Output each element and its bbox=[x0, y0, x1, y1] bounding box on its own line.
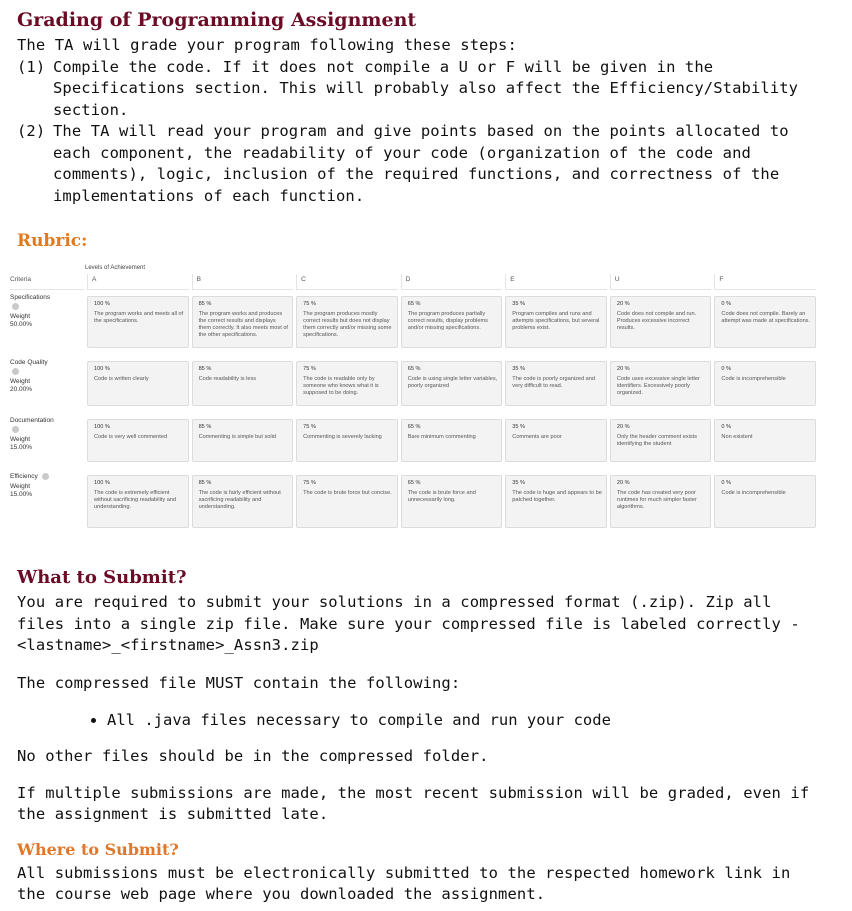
cell-description: Commenting is severely lacking bbox=[303, 434, 382, 440]
rubric-cell bbox=[401, 355, 503, 406]
cell-description: The program produces mostly correct results but does not display them correctly and/or missing some specifications. bbox=[303, 311, 392, 338]
cell-description: Commenting is simple but solid bbox=[198, 434, 276, 440]
step-number: (2) bbox=[17, 122, 46, 140]
rubric-cell bbox=[296, 469, 398, 528]
cell-description: Only the header comment exists identifying the student bbox=[616, 434, 698, 447]
cell-percent: 100 % bbox=[94, 424, 110, 430]
rubric-cell bbox=[401, 290, 503, 348]
rubric-cell bbox=[87, 355, 189, 406]
rubric-cell bbox=[192, 469, 294, 528]
submit-paragraph: The compressed file MUST contain the following: bbox=[17, 673, 461, 692]
where-paragraph: All submissions must be electronically submitted to the respected homework link in the course web page where you downloaded the assignment. bbox=[17, 863, 791, 903]
criterion-code-quality bbox=[10, 355, 84, 406]
submit-paragraph: No other files should be in the compressed folder. bbox=[17, 747, 489, 765]
cell-percent: 0 % bbox=[721, 424, 732, 430]
cell-percent: 85 % bbox=[198, 366, 212, 372]
cell-percent: 35 % bbox=[512, 301, 526, 307]
cell-percent: 20 % bbox=[616, 424, 630, 430]
level-header: D bbox=[401, 274, 503, 290]
cell-percent: 100 % bbox=[94, 480, 110, 486]
rubric-cell bbox=[296, 413, 398, 462]
cell-percent: 20 % bbox=[616, 480, 630, 486]
weight-label: Weight bbox=[10, 378, 31, 385]
cell-percent: 100 % bbox=[94, 301, 110, 307]
cell-description: The code is poorly organized and very difficult to read. bbox=[512, 376, 595, 389]
level-header: E bbox=[505, 274, 607, 290]
cell-percent: 75 % bbox=[303, 480, 316, 486]
level-header: U bbox=[610, 274, 712, 290]
rubric-cell bbox=[610, 290, 712, 348]
rubric-heading: Rubric: bbox=[17, 231, 88, 251]
rubric-cell bbox=[87, 469, 189, 528]
submit-paragraph: You are required to submit your solutions in a compressed format (.zip). Zip all files into a single zip file. Make sure your compressed file is labeled correctly - <lastname>_<firstname>_Assn3.zip bbox=[17, 593, 800, 654]
info-circle-icon[interactable] bbox=[42, 473, 49, 480]
cell-description: The code is brute force but concise. bbox=[303, 490, 392, 496]
cell-description: The code has created very poor runtimes for much simpler faster algorithms. bbox=[616, 490, 697, 510]
submit-heading: What to Submit? bbox=[17, 567, 187, 588]
rubric-table bbox=[10, 265, 816, 528]
cell-percent: 35 % bbox=[512, 366, 526, 372]
cell-description: Comments are poor bbox=[512, 434, 562, 440]
grading-step bbox=[17, 57, 826, 122]
cell-percent: 85 % bbox=[198, 301, 212, 307]
cell-percent: 65 % bbox=[407, 301, 421, 307]
criterion-name: Efficiency bbox=[10, 473, 38, 481]
cell-description: Non existent bbox=[721, 434, 753, 440]
cell-description: Bare minimum commenting bbox=[407, 434, 476, 440]
info-circle-icon[interactable] bbox=[12, 303, 19, 310]
cell-percent: 35 % bbox=[512, 424, 526, 430]
rubric-cell bbox=[296, 290, 398, 348]
cell-description: Code is incomprehensible bbox=[721, 490, 786, 496]
rubric-cell bbox=[296, 355, 398, 406]
where-heading: Where to Submit? bbox=[17, 839, 179, 859]
cell-percent: 75 % bbox=[303, 424, 316, 430]
rubric-cell bbox=[192, 290, 294, 348]
cell-percent: 0 % bbox=[721, 480, 732, 486]
cell-percent: 75 % bbox=[303, 366, 316, 372]
cell-description: Code does not compile and run. Produces excessive incorrect results. bbox=[616, 311, 697, 331]
rubric-cell bbox=[401, 413, 503, 462]
cell-description: The program produces partially correct results, display problems and/or missing specifications. bbox=[407, 311, 488, 331]
rubric-cell bbox=[714, 413, 816, 462]
level-header: B bbox=[192, 274, 294, 290]
step-text: The TA will read your program and give points based on the points allocated to each component, the readability of your code (organization of the code and comments), logic, inclusion of the required functions, and correctness of the implementations of each function. bbox=[53, 122, 789, 205]
rubric-cell bbox=[505, 413, 607, 462]
rubric-cell bbox=[714, 355, 816, 406]
cell-percent: 20 % bbox=[616, 366, 630, 372]
info-circle-icon[interactable] bbox=[12, 368, 19, 375]
rubric-cell bbox=[505, 355, 607, 406]
criteria-header: Criteria bbox=[10, 274, 84, 290]
cell-description: The code is extremely efficient without sacrificing readability and understanding. bbox=[94, 490, 177, 510]
rubric-cell bbox=[192, 355, 294, 406]
cell-description: Code is incomprehensible bbox=[721, 376, 786, 382]
info-circle-icon[interactable] bbox=[12, 426, 19, 433]
cell-percent: 85 % bbox=[198, 480, 212, 486]
weight-label: Weight bbox=[10, 483, 31, 491]
rubric-cell bbox=[610, 413, 712, 462]
cell-description: Code readability is less bbox=[198, 376, 257, 382]
cell-description: The program works and meets all of the specifications. bbox=[94, 311, 184, 324]
cell-percent: 0 % bbox=[721, 301, 732, 307]
cell-description: The code is fairly efficient without sacrificing readability and understanding. bbox=[198, 490, 281, 510]
cell-description: Code is using single letter variables, poorly organized bbox=[407, 376, 498, 389]
grading-step bbox=[17, 121, 826, 207]
rubric-cell bbox=[714, 290, 816, 348]
rubric-cell bbox=[505, 290, 607, 348]
level-header: C bbox=[296, 274, 398, 290]
cell-description: Code is written clearly bbox=[94, 376, 149, 382]
weight-value: 15.00% bbox=[10, 491, 33, 499]
criterion-efficiency bbox=[10, 469, 84, 528]
criterion-name: Specifications bbox=[10, 294, 51, 301]
rubric-cell bbox=[610, 355, 712, 406]
cell-description: The program works and produces the correct results and displays them correctly. It also meets most of the other specifications. bbox=[198, 311, 288, 338]
cell-percent: 65 % bbox=[407, 424, 421, 430]
levels-label: Levels of Achievement bbox=[85, 265, 146, 271]
cell-percent: 100 % bbox=[94, 366, 110, 372]
cell-description: Code does not compile. Barely an attempt was made at specifications. bbox=[721, 311, 811, 324]
rubric-cell bbox=[714, 469, 816, 528]
grading-intro: The TA will grade your program following these steps: bbox=[17, 36, 517, 54]
cell-percent: 85 % bbox=[198, 424, 212, 430]
step-number: (1) bbox=[17, 57, 46, 76]
criterion-specifications bbox=[10, 290, 84, 348]
rubric-cell bbox=[610, 469, 712, 528]
level-header: F bbox=[714, 274, 816, 290]
weight-label: Weight bbox=[10, 313, 31, 320]
criterion-name: Code Quality bbox=[10, 359, 48, 366]
cell-description: The code is brute force and unnecessarily long. bbox=[407, 490, 476, 503]
weight-value: 15.00% bbox=[10, 444, 33, 451]
criterion-documentation bbox=[10, 413, 84, 462]
cell-description: The code is huge and appears to be patched together. bbox=[512, 490, 602, 503]
cell-description: Program compiles and runs and attempts specifications, but several problems exist. bbox=[512, 311, 600, 331]
rubric-grid bbox=[10, 274, 816, 528]
rubric-cell bbox=[87, 413, 189, 462]
cell-description: The code is readable only by someone who knows what it is supposed to be doing. bbox=[303, 376, 379, 396]
grading-heading: Grading of Programming Assignment bbox=[17, 9, 417, 31]
cell-percent: 65 % bbox=[407, 366, 421, 372]
rubric-cell bbox=[401, 469, 503, 528]
list-item: • All .java files necessary to compile and run your code bbox=[107, 710, 826, 731]
cell-percent: 20 % bbox=[616, 301, 630, 307]
cell-description: Code uses excessive single letter identifiers. Excessively poorly organized. bbox=[616, 376, 700, 396]
cell-percent: 0 % bbox=[721, 366, 732, 372]
rubric-cell bbox=[192, 413, 294, 462]
rubric-cell bbox=[87, 290, 189, 348]
cell-description: Code is very well commented bbox=[94, 434, 168, 440]
weight-value: 20.00% bbox=[10, 386, 33, 393]
level-header: A bbox=[87, 274, 189, 290]
weight-label: Weight bbox=[10, 436, 31, 443]
cell-percent: 65 % bbox=[407, 480, 421, 486]
criterion-name: Documentation bbox=[10, 417, 54, 424]
rubric-cell bbox=[505, 469, 607, 528]
submit-paragraph: If multiple submissions are made, the most recent submission will be graded, even if the assignment is submitted late. bbox=[17, 783, 810, 823]
step-text: Compile the code. If it does not compile a U or F will be given in the Specifications section. This will probably also affect the Efficiency/Stability section. bbox=[53, 57, 799, 119]
submit-list bbox=[17, 710, 826, 731]
cell-percent: 35 % bbox=[512, 480, 526, 486]
cell-percent: 75 % bbox=[303, 301, 316, 307]
weight-value: 50.00% bbox=[10, 321, 33, 328]
